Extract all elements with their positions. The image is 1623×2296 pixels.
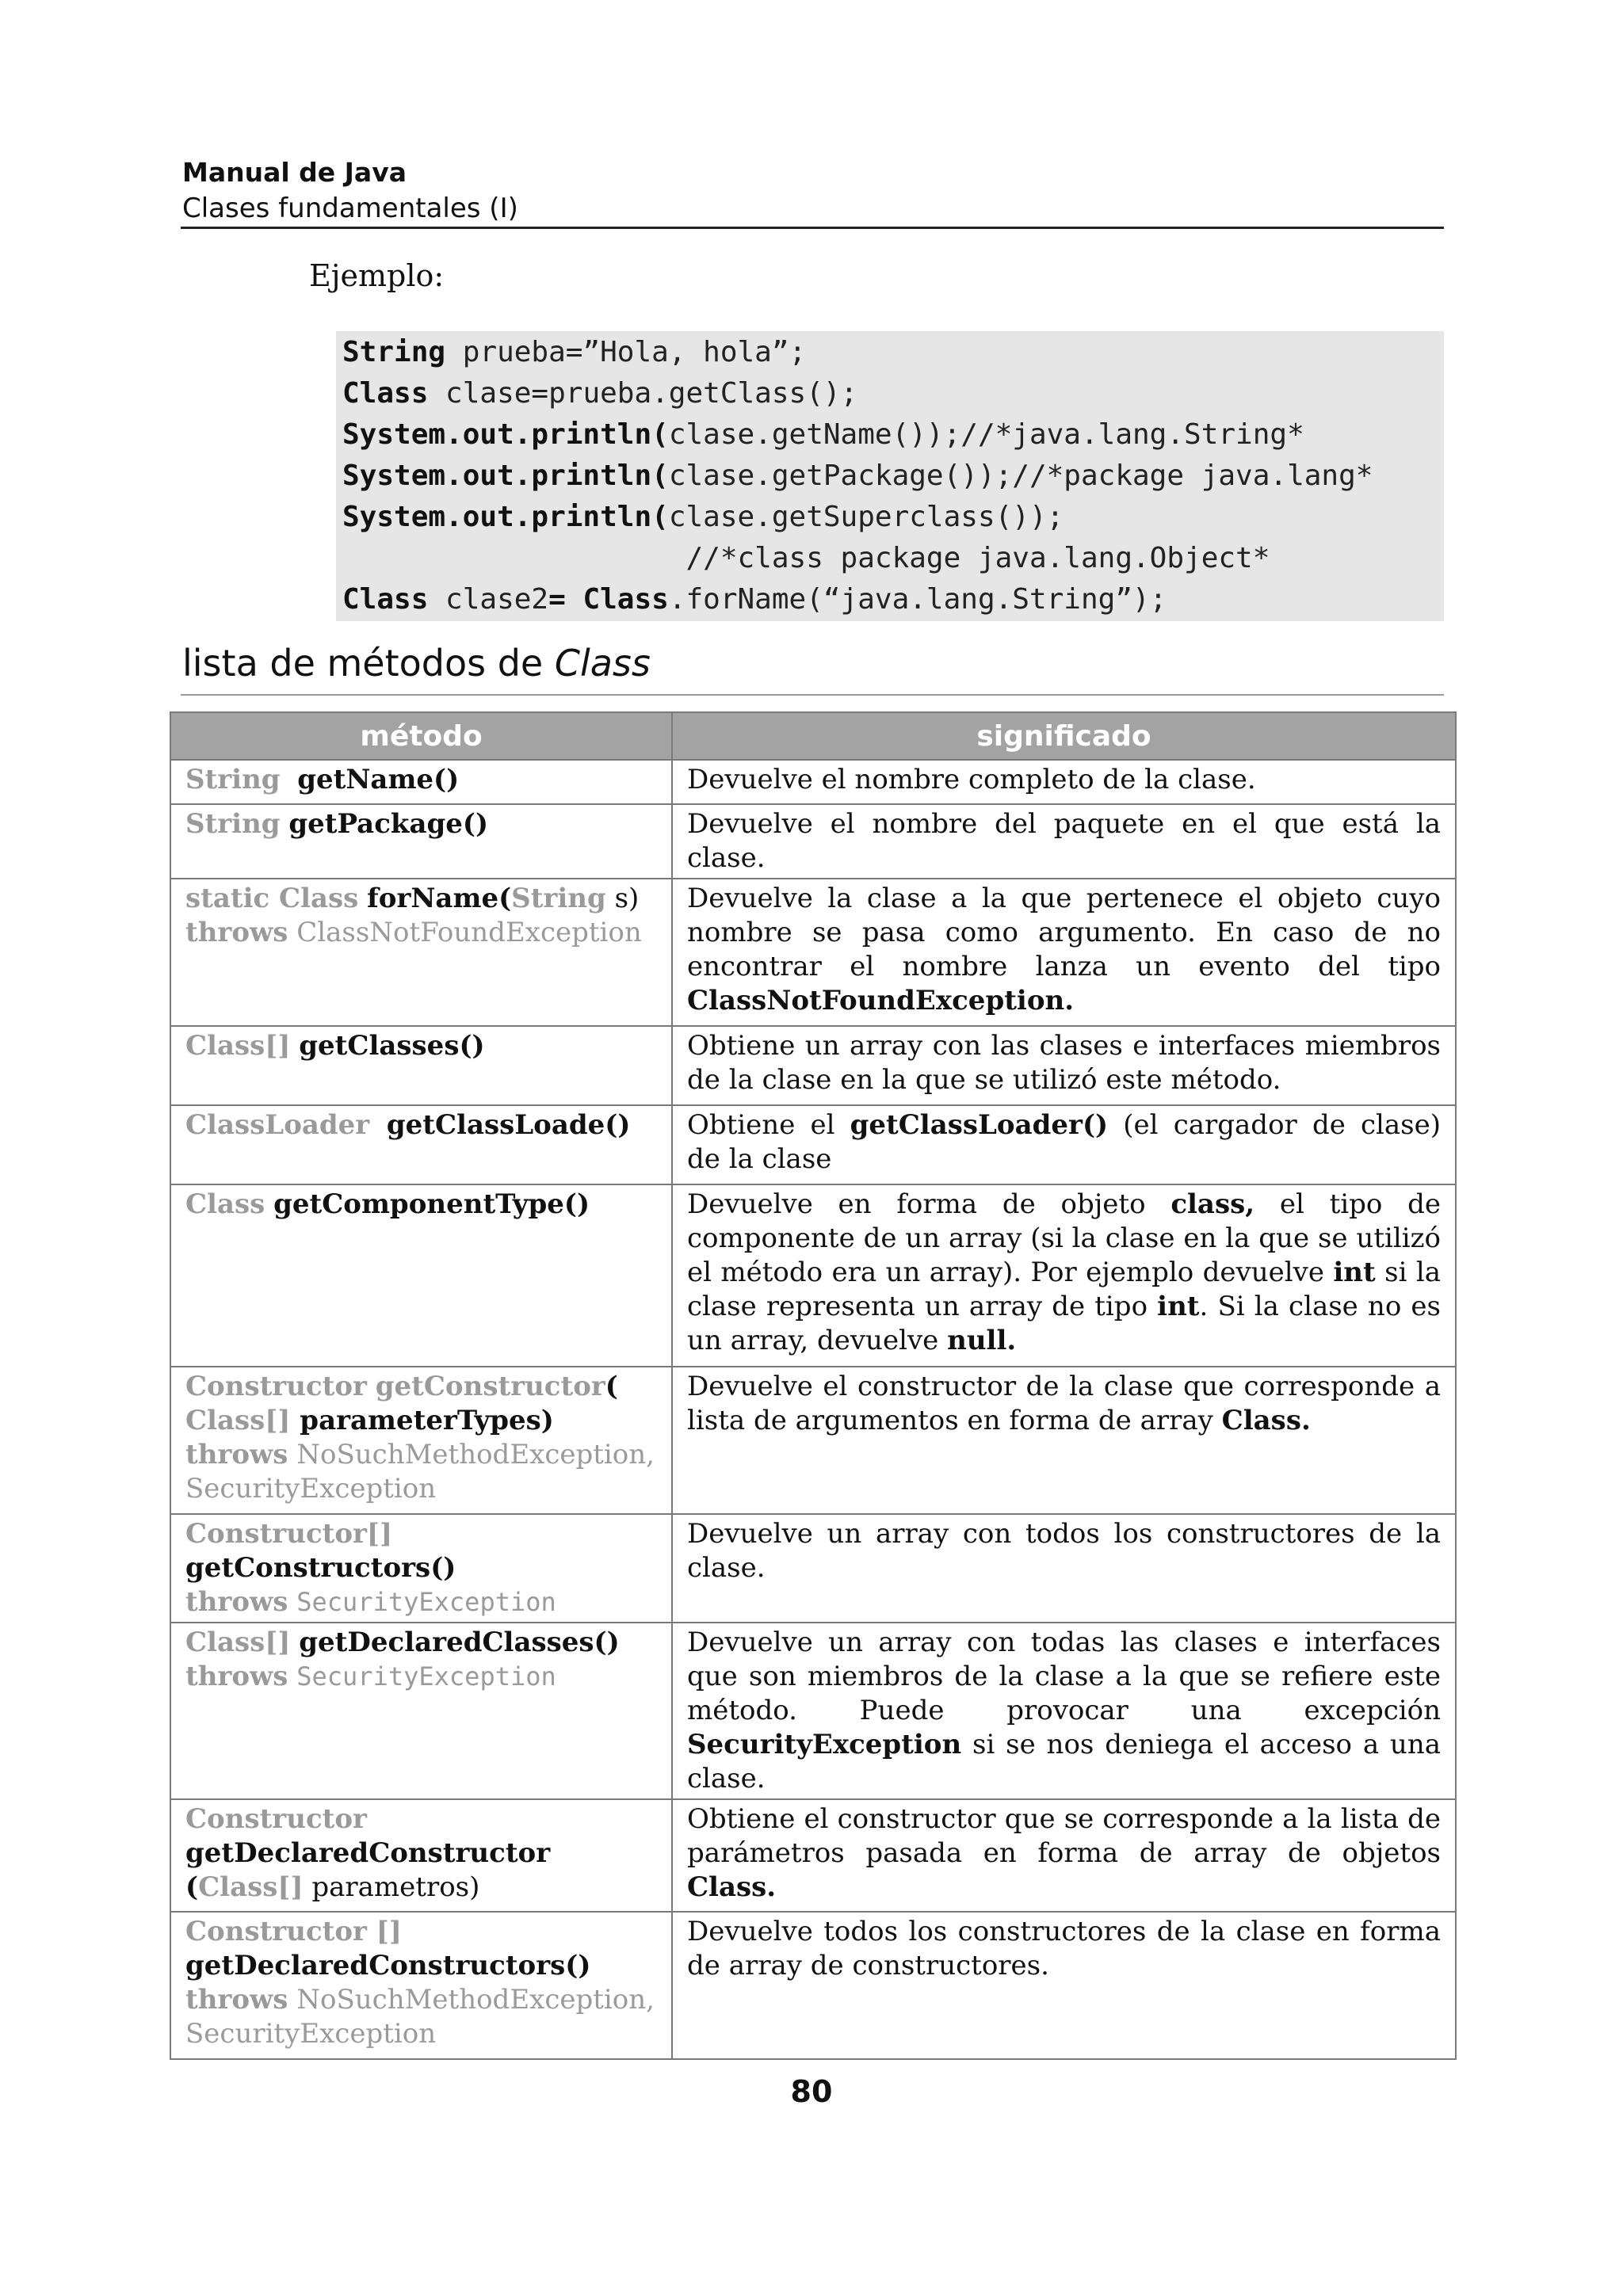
- return-type: Constructor[]: [185, 1518, 393, 1550]
- code-keyword: System.out.println(: [342, 460, 669, 492]
- example-label: Ejemplo:: [309, 258, 445, 293]
- code-keyword: Class: [342, 377, 429, 410]
- code-keyword: String: [342, 336, 446, 368]
- param-name: parametros): [303, 1871, 480, 1903]
- code-text: .forName(“java.lang.String”);: [668, 583, 1167, 616]
- column-header-meaning: significado: [672, 712, 1456, 760]
- return-type: ClassLoader: [185, 1109, 370, 1141]
- param-type: Class[]: [185, 1405, 291, 1436]
- description-bold: int: [1333, 1257, 1376, 1288]
- method-signature: [170, 1367, 672, 1514]
- description-text: el tipo de componente de un array (si la clase en la que se utilizó el método era un array). Por ejemplo devuelve: [687, 1188, 1441, 1288]
- method-name: getClassLoade(): [386, 1109, 631, 1141]
- method-name: forName(: [367, 883, 512, 914]
- description-text: Devuelve un array con todas las clases e interfaces que son miembros de la clase a la que se refiere este método. Puede provocar una excepción: [687, 1627, 1441, 1726]
- section-title-text: lista de métodos de: [182, 642, 555, 685]
- description-bold: Class.: [687, 1871, 777, 1903]
- table-row: [170, 1367, 1456, 1514]
- return-type: String: [185, 808, 281, 840]
- code-block: [336, 331, 1444, 621]
- method-signature: [170, 1799, 672, 1912]
- throws-keyword: throws: [185, 917, 288, 948]
- method-signature: [170, 879, 672, 1026]
- code-keyword: System.out.println(: [342, 501, 669, 533]
- param-name: s): [605, 883, 640, 914]
- method-name: getDeclaredClasses(): [299, 1627, 620, 1658]
- return-type: Class[]: [185, 1627, 291, 1658]
- method-description: [672, 879, 1456, 1026]
- method-description: [672, 1799, 1456, 1912]
- table-row: [170, 1105, 1456, 1184]
- description-text: si la clase representa un array de tipo: [687, 1257, 1441, 1322]
- table-row: [170, 879, 1456, 1026]
- method-name: getComponentType(): [273, 1188, 590, 1220]
- return-type: Constructor: [185, 1803, 367, 1835]
- method-name: getPackage(): [288, 808, 489, 840]
- description-text: Devuelve el constructor de la clase que corresponde a lista de argumentos en forma de array: [687, 1371, 1441, 1436]
- methods-table: [170, 711, 1457, 2060]
- description-bold: int: [1157, 1291, 1200, 1322]
- exception-name: NoSuchMethodException, SecurityException: [185, 1984, 655, 2050]
- method-description: [672, 1367, 1456, 1514]
- method-description: [672, 1623, 1456, 1799]
- param-type: String: [511, 883, 606, 914]
- param-type: Class[]: [198, 1871, 304, 1903]
- modifier: static Class: [185, 883, 359, 914]
- table-row: [170, 1026, 1456, 1105]
- table-row: [170, 1799, 1456, 1912]
- return-type: Constructor: [185, 1371, 367, 1402]
- section-title: [182, 642, 651, 685]
- method-name: getConstructors(): [185, 1552, 456, 1584]
- exception-name: ClassNotFoundException: [296, 917, 642, 948]
- description-text: (el cargador de clase) de la clase: [687, 1109, 1441, 1175]
- description-bold: ClassNotFoundException.: [687, 985, 1075, 1016]
- code-text: clase.getName());//*java.lang.String*: [668, 418, 1304, 451]
- method-description: [672, 1184, 1456, 1367]
- code-keyword: = Class: [548, 583, 669, 616]
- code-line: [342, 414, 1304, 456]
- throws-keyword: throws: [185, 1439, 288, 1470]
- method-name: getDeclaredConstructor: [185, 1837, 551, 1869]
- page-header: [182, 155, 1442, 227]
- table-header-row: [170, 712, 1456, 760]
- code-text: clase=prueba.getClass();: [428, 377, 858, 410]
- chapter-title: Clases fundamentales (I): [182, 193, 518, 224]
- book-title: Manual de Java: [182, 157, 407, 188]
- method-signature: [170, 1184, 672, 1367]
- code-text: clase.getSuperclass());: [668, 501, 1064, 533]
- table-row: [170, 1623, 1456, 1799]
- description-text: Obtiene el: [687, 1109, 850, 1141]
- method-signature: [170, 804, 672, 879]
- code-line: [342, 455, 1373, 498]
- method-signature: [170, 1912, 672, 2059]
- description-text: . Si la clase no es un array, devuelve: [687, 1291, 1441, 1356]
- method-signature: [170, 1105, 672, 1184]
- description-text: si se nos deniega el acceso a una clase.: [687, 1729, 1441, 1794]
- method-description: Obtiene un array con las clases e interfaces miembros de la clase en la que se utilizó este método.: [672, 1026, 1456, 1105]
- return-type: Class: [185, 1188, 265, 1220]
- description-text: Obtiene el constructor que se corresponde a la lista de parámetros pasada en forma de array de objetos: [687, 1803, 1441, 1869]
- return-type: Constructor []: [185, 1916, 402, 1947]
- method-description: Devuelve un array con todos los constructores de la clase.: [672, 1514, 1456, 1623]
- method-name: getDeclaredConstructors(): [185, 1950, 591, 1981]
- param-name: parameterTypes): [290, 1405, 554, 1436]
- code-line: [342, 496, 1064, 539]
- table-row: [170, 1514, 1456, 1623]
- method-description: Devuelve el nombre completo de la clase.: [672, 760, 1456, 804]
- method-name: getName(): [297, 764, 460, 795]
- throws-keyword: throws: [185, 1661, 288, 1692]
- code-line: [342, 372, 857, 415]
- description-text: Devuelve en forma de objeto: [687, 1188, 1171, 1220]
- code-keyword: Class: [342, 583, 429, 616]
- section-rule: [181, 694, 1444, 696]
- return-type: String: [185, 764, 281, 795]
- method-description: Devuelve todos los constructores de la clase en forma de array de constructores.: [672, 1912, 1456, 2059]
- code-comment: //*class package java.lang.Object*: [342, 542, 1270, 574]
- throws-keyword: throws: [185, 1984, 288, 2016]
- description-bold: class,: [1170, 1188, 1255, 1220]
- code-keyword: System.out.println(: [342, 418, 669, 451]
- method-name: getClasses(): [299, 1030, 485, 1062]
- open-paren: (: [185, 1871, 199, 1903]
- description-bold: SecurityException: [687, 1729, 962, 1760]
- table-row: [170, 760, 1456, 804]
- method-description: Devuelve el nombre del paquete en el que está la clase.: [672, 804, 1456, 879]
- exception-name: SecurityException: [296, 1587, 556, 1617]
- method-signature: [170, 1026, 672, 1105]
- open-paren: (: [605, 1371, 618, 1402]
- method-name: getConstructor: [375, 1371, 605, 1402]
- method-signature: [170, 1514, 672, 1623]
- method-description: [672, 1105, 1456, 1184]
- method-signature: [170, 760, 672, 804]
- table-row: [170, 804, 1456, 879]
- page-number: 80: [790, 2074, 833, 2109]
- description-bold: null.: [947, 1325, 1017, 1356]
- table-row: [170, 1184, 1456, 1367]
- code-line: [342, 331, 806, 374]
- throws-keyword: throws: [185, 1586, 288, 1618]
- description-text: Devuelve la clase a la que pertenece el objeto cuyo nombre se pasa como argumento. En caso de no encontrar el nombre lanza un evento del tipo: [687, 883, 1441, 982]
- exception-name: NoSuchMethodException, SecurityException: [185, 1439, 655, 1505]
- code-text: clase2: [428, 583, 549, 616]
- code-text: clase.getPackage());//*package java.lang*: [668, 460, 1373, 492]
- description-bold: getClassLoader(): [850, 1109, 1109, 1141]
- description-bold: Class.: [1221, 1405, 1311, 1436]
- exception-name: SecurityException: [296, 1661, 556, 1691]
- code-text: prueba=”Hola, hola”;: [445, 336, 807, 368]
- code-line: [342, 537, 1270, 580]
- header-rule: [181, 227, 1444, 229]
- section-title-italic: Class: [554, 642, 651, 685]
- method-signature: [170, 1623, 672, 1799]
- return-type: Class[]: [185, 1030, 291, 1062]
- code-line: [342, 578, 1167, 621]
- table-row: [170, 1912, 1456, 2059]
- column-header-method: método: [170, 712, 672, 760]
